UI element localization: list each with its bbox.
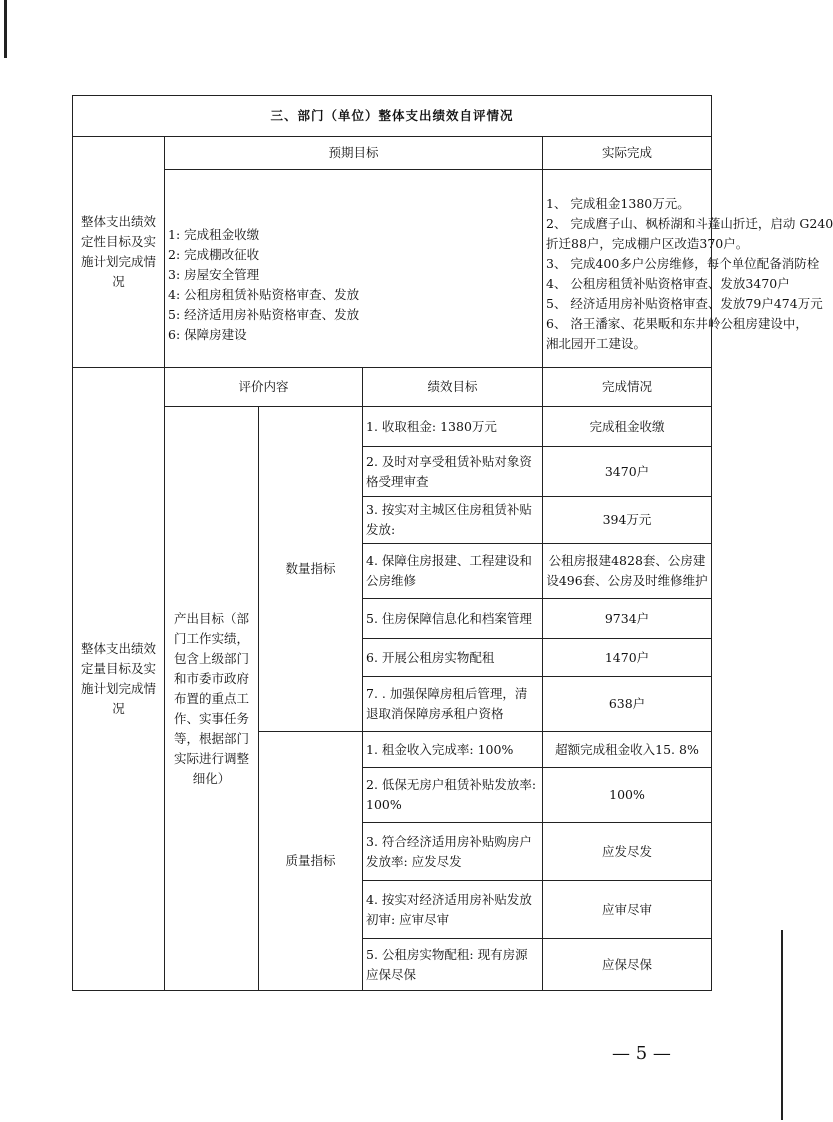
target-header: 绩效目标 [363, 368, 543, 407]
quantity-indicator-label: 数量指标 [259, 407, 363, 732]
quality-status: 超额完成租金收入15. 8% [543, 732, 712, 768]
table-row [73, 407, 712, 447]
scan-edge-mark [781, 930, 783, 1120]
actual-result: 6、 洛王潘家、花果畈和东井岭公租房建设中， [546, 315, 808, 331]
actual-result: 3、 完成400多户公房维修，每个单位配备消防栓 [546, 255, 820, 271]
actual-results-list [543, 170, 833, 368]
actual-header: 实际完成 [543, 137, 712, 170]
quality-target: 4. 按实对经济适用房补贴发放初审: 应审尽审 [363, 881, 543, 939]
quantity-target: 4. 保障住房报建、工程建设和公房维修 [363, 544, 543, 599]
expected-goal: 3: 房屋安全管理 [168, 266, 260, 282]
title-row [73, 96, 712, 137]
quantity-status: 3470户 [543, 447, 712, 497]
quality-target: 1. 租金收入完成率: 100% [363, 732, 543, 768]
quantity-target: 5. 住房保障信息化和档案管理 [363, 599, 543, 639]
quantity-status: 完成租金收缴 [543, 407, 712, 447]
expected-goal: 4: 公租房租赁补贴资格审查、发放 [168, 286, 360, 302]
actual-result: 湘北园开工建设。 [546, 335, 647, 351]
output-goal-label: 产出目标（部门工作实绩，包含上级部门和市委市政府布置的重点工作、实事任务等，根据部门实际进行调整细化） [165, 407, 259, 991]
quantity-status: 638户 [543, 677, 712, 732]
qualitative-header-row [73, 137, 712, 170]
quantitative-header-row [73, 368, 712, 407]
quality-status: 应保尽保 [543, 939, 712, 991]
expected-goal: 2: 完成棚改征收 [168, 246, 260, 262]
expected-goals-list [165, 170, 543, 368]
quantity-status: 394万元 [543, 497, 712, 544]
qualitative-row-label: 整体支出绩效定性目标及实施计划完成情况 [73, 137, 165, 368]
actual-result: 2、 完成麿子山、枫桥湖和斗蓬山折迁，启动 G240 [546, 215, 833, 231]
expected-header: 预期目标 [165, 137, 543, 170]
expected-goal: 6: 保障房建设 [168, 326, 247, 342]
quantity-target: 2. 及时对享受租赁补贴对象资格受理审查 [363, 447, 543, 497]
quality-target: 5. 公租房实物配租: 现有房源应保尽保 [363, 939, 543, 991]
quantity-status: 9734户 [543, 599, 712, 639]
quality-status: 应审尽审 [543, 881, 712, 939]
status-header: 完成情况 [543, 368, 712, 407]
quantity-status: 公租房报建4828套、公房建设496套、公房及时维修维护 [543, 544, 712, 599]
quantity-target: 3. 按实对主城区住房租赁补贴发放: [363, 497, 543, 544]
quality-status: 应发尽发 [543, 823, 712, 881]
quantity-status: 1470户 [543, 639, 712, 677]
qualitative-content-row [73, 170, 712, 368]
quantitative-row-label: 整体支出绩效定量目标及实施计划完成情况 [73, 368, 165, 991]
quality-indicator-label: 质量指标 [259, 732, 363, 991]
expected-goal: 1: 完成租金收缴 [168, 226, 260, 242]
performance-table [72, 95, 833, 991]
actual-result: 5、 经济适用房补贴资格审查、发放79户474万元 [546, 295, 823, 311]
quality-status: 100% [543, 768, 712, 823]
quality-target: 2. 低保无房户租赁补贴发放率: 100% [363, 768, 543, 823]
quantity-target: 7. . 加强保障房租后管理，清退取消保障房承租户资格 [363, 677, 543, 732]
quantity-target: 1. 收取租金: 1380万元 [363, 407, 543, 447]
scan-edge-mark [4, 0, 7, 58]
section-title: 三、部门（单位）整体支出绩效自评情况 [73, 96, 712, 137]
expected-goal: 5: 经济适用房补贴资格审查、发放 [168, 306, 360, 322]
actual-result: 4、 公租房租赁补贴资格审查、发放3470户 [546, 275, 790, 291]
quality-target: 3. 符合经济适用房补贴购房户发放率: 应发尽发 [363, 823, 543, 881]
page-number: — 5 — [612, 1043, 671, 1064]
content-header: 评价内容 [165, 368, 363, 407]
quantity-target: 6. 开展公租房实物配租 [363, 639, 543, 677]
actual-result: 折迁88户，完成棚户区改造370户。 [546, 235, 749, 251]
actual-result: 1、 完成租金1380万元。 [546, 195, 690, 211]
